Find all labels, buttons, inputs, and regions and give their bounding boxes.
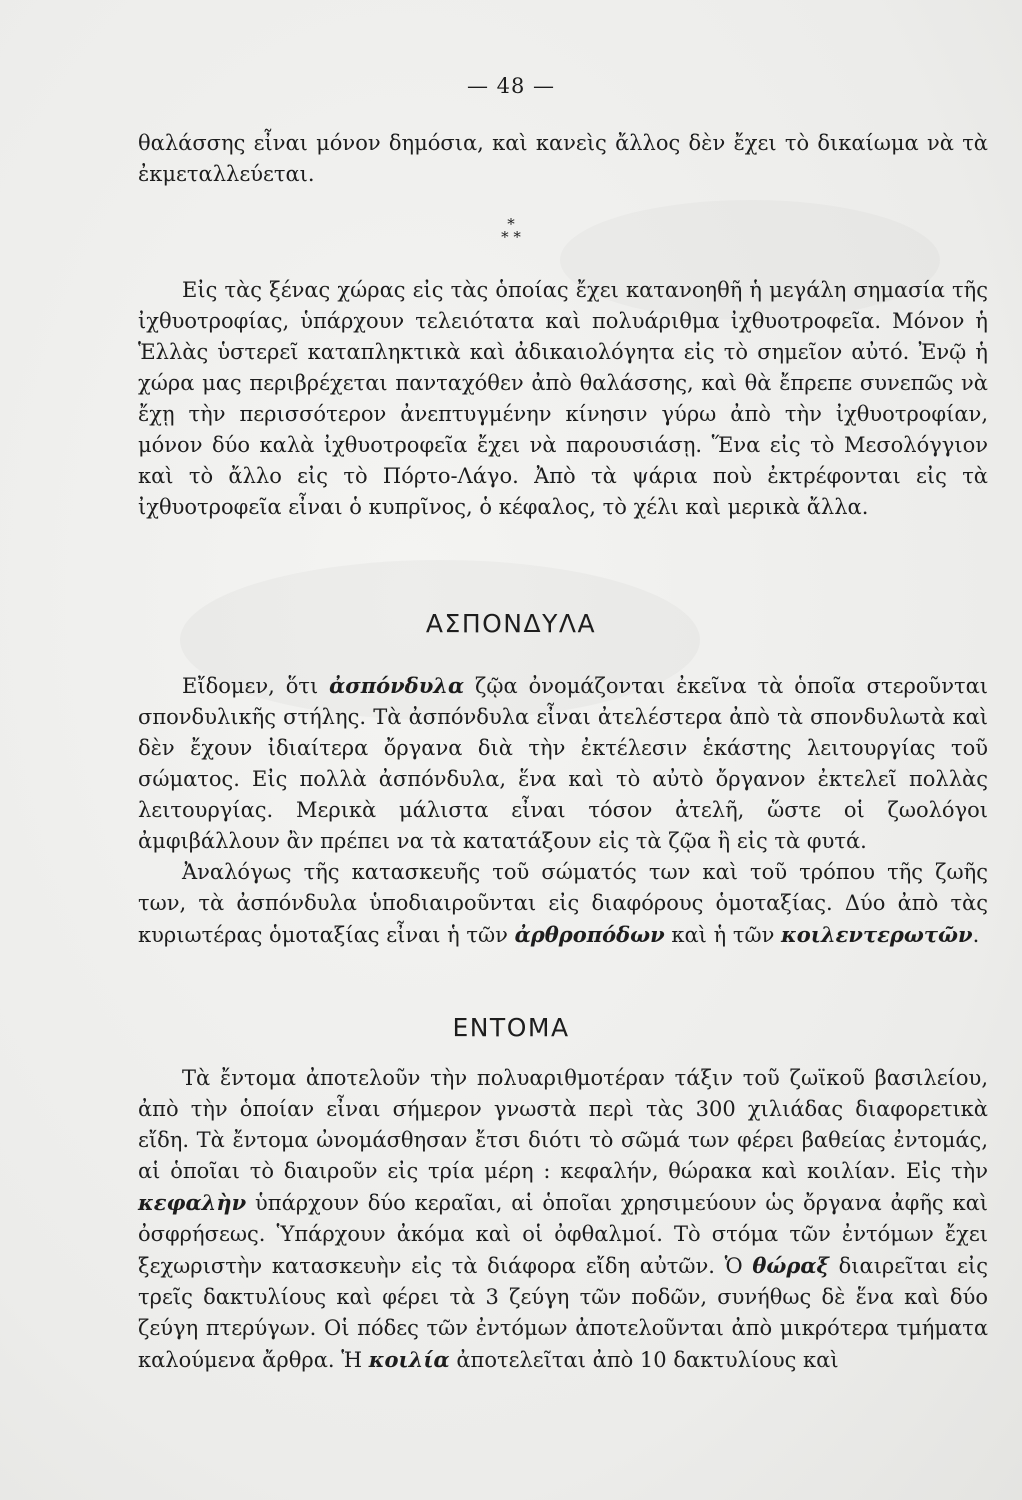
intro-text — [138, 128, 988, 190]
aspondyla-text — [138, 670, 988, 951]
fishery-paragraph: Εἰς τὰς ξένας χώρας εἰς τὰς ὁποίας ἔχει κατανοηθῆ ἡ μεγάλη σημασία τῆς ἰχθυοτροφίας, ὑπάρχουν τελειότατα καὶ πολυάριθμα ἰχθυοτροφεῖα. Μόνον ἡ Ἑλλὰς ὑστερεῖ καταπληκτικὰ καὶ ἀδικαιολόγητα εἰς τὸ σημεῖον αὐτό. Ἐνῷ ἡ χώρα μας περιβρέχεται πανταχόθεν ἀπὸ θαλάσσης, καὶ θὰ ἔπρεπε συνεπῶς νὰ ἔχῃ τὴν περισσότερον ἀνεπτυγμένην κίνησιν γύρω ἀπὸ τὴν ἰχθυοτροφίαν, μόνον δύο καλὰ ἰχθυοτροφεῖα ἔχει νὰ παρουσιάσῃ. Ἕνα εἰς τὸ Μεσολόγγιον καὶ τὸ ἄλλο εἰς τὸ Πόρτο-Λάγο. Ἀπὸ τὰ ψάρια ποὺ ἐκτρέφονται εἰς τὰ ἰχθυοτροφεῖα εἶναι ὁ κυπρῖνος, ὁ κέφαλος, τὸ χέλι καὶ μερικὰ ἄλλα. — [138, 278, 988, 519]
term-koilia: κοιλία — [368, 1347, 450, 1372]
term-aspondyla: ἀσπόνδυλα — [329, 673, 465, 698]
intro-paragraph: θαλάσσης εἶναι μόνον δημόσια, καὶ κανεὶς ἄλλος δὲν ἔχει τὸ δικαίωμα νὰ τὰ ἐκμεταλλεύεται. — [138, 131, 988, 186]
term-kefali: κεφαλὴν — [138, 1190, 247, 1215]
term-thorax: θώραξ — [752, 1253, 829, 1278]
text-run: ὑπάρχουν δύο κεραῖαι, αἱ ὁποῖαι χρησιμεύουν ὡς ὄργανα ἀφῆς καὶ ὀσφρήσεως. Ὑπάρχουν ἀκόμα καὶ οἱ ὀφθαλμοί. Τὸ στόμα τῶν ἐντόμων ἔχει ξεχωριστὴν κατασκευὴν εἰς τὰ διάφορα εἴδη αὐτῶν. Ὁ — [138, 1191, 988, 1278]
page-number: — 48 — — [466, 74, 556, 98]
section-heading-aspondyla: ΑΣΠΟΝΔΥΛΑ — [425, 609, 597, 638]
fishery-text — [138, 275, 988, 523]
text-run: Τὰ ἔντομα ἀποτελοῦν τὴν πολυαριθμοτέραν τάξιν τοῦ ζωϊκοῦ βασιλείου, ἀπὸ τὴν ὁποίαν εἶναι σήμερον γνωστὰ περὶ τὰς 300 χιλιάδας διαφορετικὰ εἴδη. Τὰ ἔντομα ὠνομάσθησαν ἔτσι διότι τὸ σῶμά των φέρει βαθείας ἐντομάς, αἱ ὁποῖαι τὸ διαιροῦν εἰς τρία μέρη : κεφαλήν, θώρακα καὶ κοιλίαν. Εἰς τὴν — [138, 1066, 988, 1183]
text-run: ἀποτελεῖται ἀπὸ 10 δακτυλίους καὶ — [449, 1348, 839, 1372]
asterism-separator — [0, 215, 1022, 246]
entoma-text — [138, 1063, 988, 1376]
asterism-top: * — [507, 215, 515, 233]
asterism-bottom: * * — [501, 228, 521, 246]
entoma-paragraph — [138, 1063, 988, 1376]
aspondyla-paragraph-1 — [138, 670, 988, 857]
text-run: Ἀναλόγως τῆς κατασκευῆς τοῦ σώματός των καὶ τοῦ τρόπου τῆς ζωῆς των, τὰ ἀσπόνδυλα ὑποδιαιροῦνται εἰς διαφόρους ὁμοταξίας. Δύο ἀπὸ τὰς κυριωτέρας ὁμοταξίας εἶναι ἡ τῶν — [138, 860, 988, 947]
text-run: ζῷα ὀνομάζονται ἐκεῖνα τὰ ὁποῖα στεροῦνται σπονδυλικῆς στήλης. Τὰ ἀσπόνδυλα εἶναι ἀτελέστερα ἀπὸ τὰ σπονδυλωτὰ καὶ δὲν ἔχουν ἰδιαίτερα ὄργανα διὰ τὴν ἐκτέλεσιν ἑκάστης λειτουργίας τοῦ σώματος. Εἰς πολλὰ ἀσπόνδυλα, ἕνα καὶ τὸ αὐτὸ ὄργανον ἐκτελεῖ πολλὰς λειτουργίας. Μερικὰ μάλιστα εἶναι τόσον ἀτελῆ, ὥστε οἱ ζωολόγοι ἀμφιβάλλουν ἂν πρέπει να τὰ κατατάξουν εἰς τὰ ζῷα ἢ εἰς τὰ φυτά. — [138, 674, 988, 853]
text-run: Εἴδομεν, ὅτι — [182, 674, 330, 698]
section-heading-entoma: ΕΝΤΟΜΑ — [452, 1013, 570, 1042]
text-run: . — [972, 923, 980, 947]
term-koilenterota: κοιλεντερωτῶν — [781, 922, 973, 947]
text-run: διαιρεῖται εἰς τρεῖς δακτυλίους καὶ φέρει τὰ 3 ζεύγη τῶν ποδῶν, συνήθως δὲ ἕνα καὶ δύο ζεύγη πτερύγων. Οἱ πόδες τῶν ἐντόμων ἀποτελοῦνται ἀπὸ μικρότερα τμήματα καλούμενα ἄρθρα. Ἡ — [138, 1254, 988, 1372]
term-arthropoda: ἀρθροπόδων — [514, 922, 665, 947]
text-run: καὶ ἡ τῶν — [664, 923, 782, 947]
aspondyla-paragraph-2 — [138, 857, 988, 951]
